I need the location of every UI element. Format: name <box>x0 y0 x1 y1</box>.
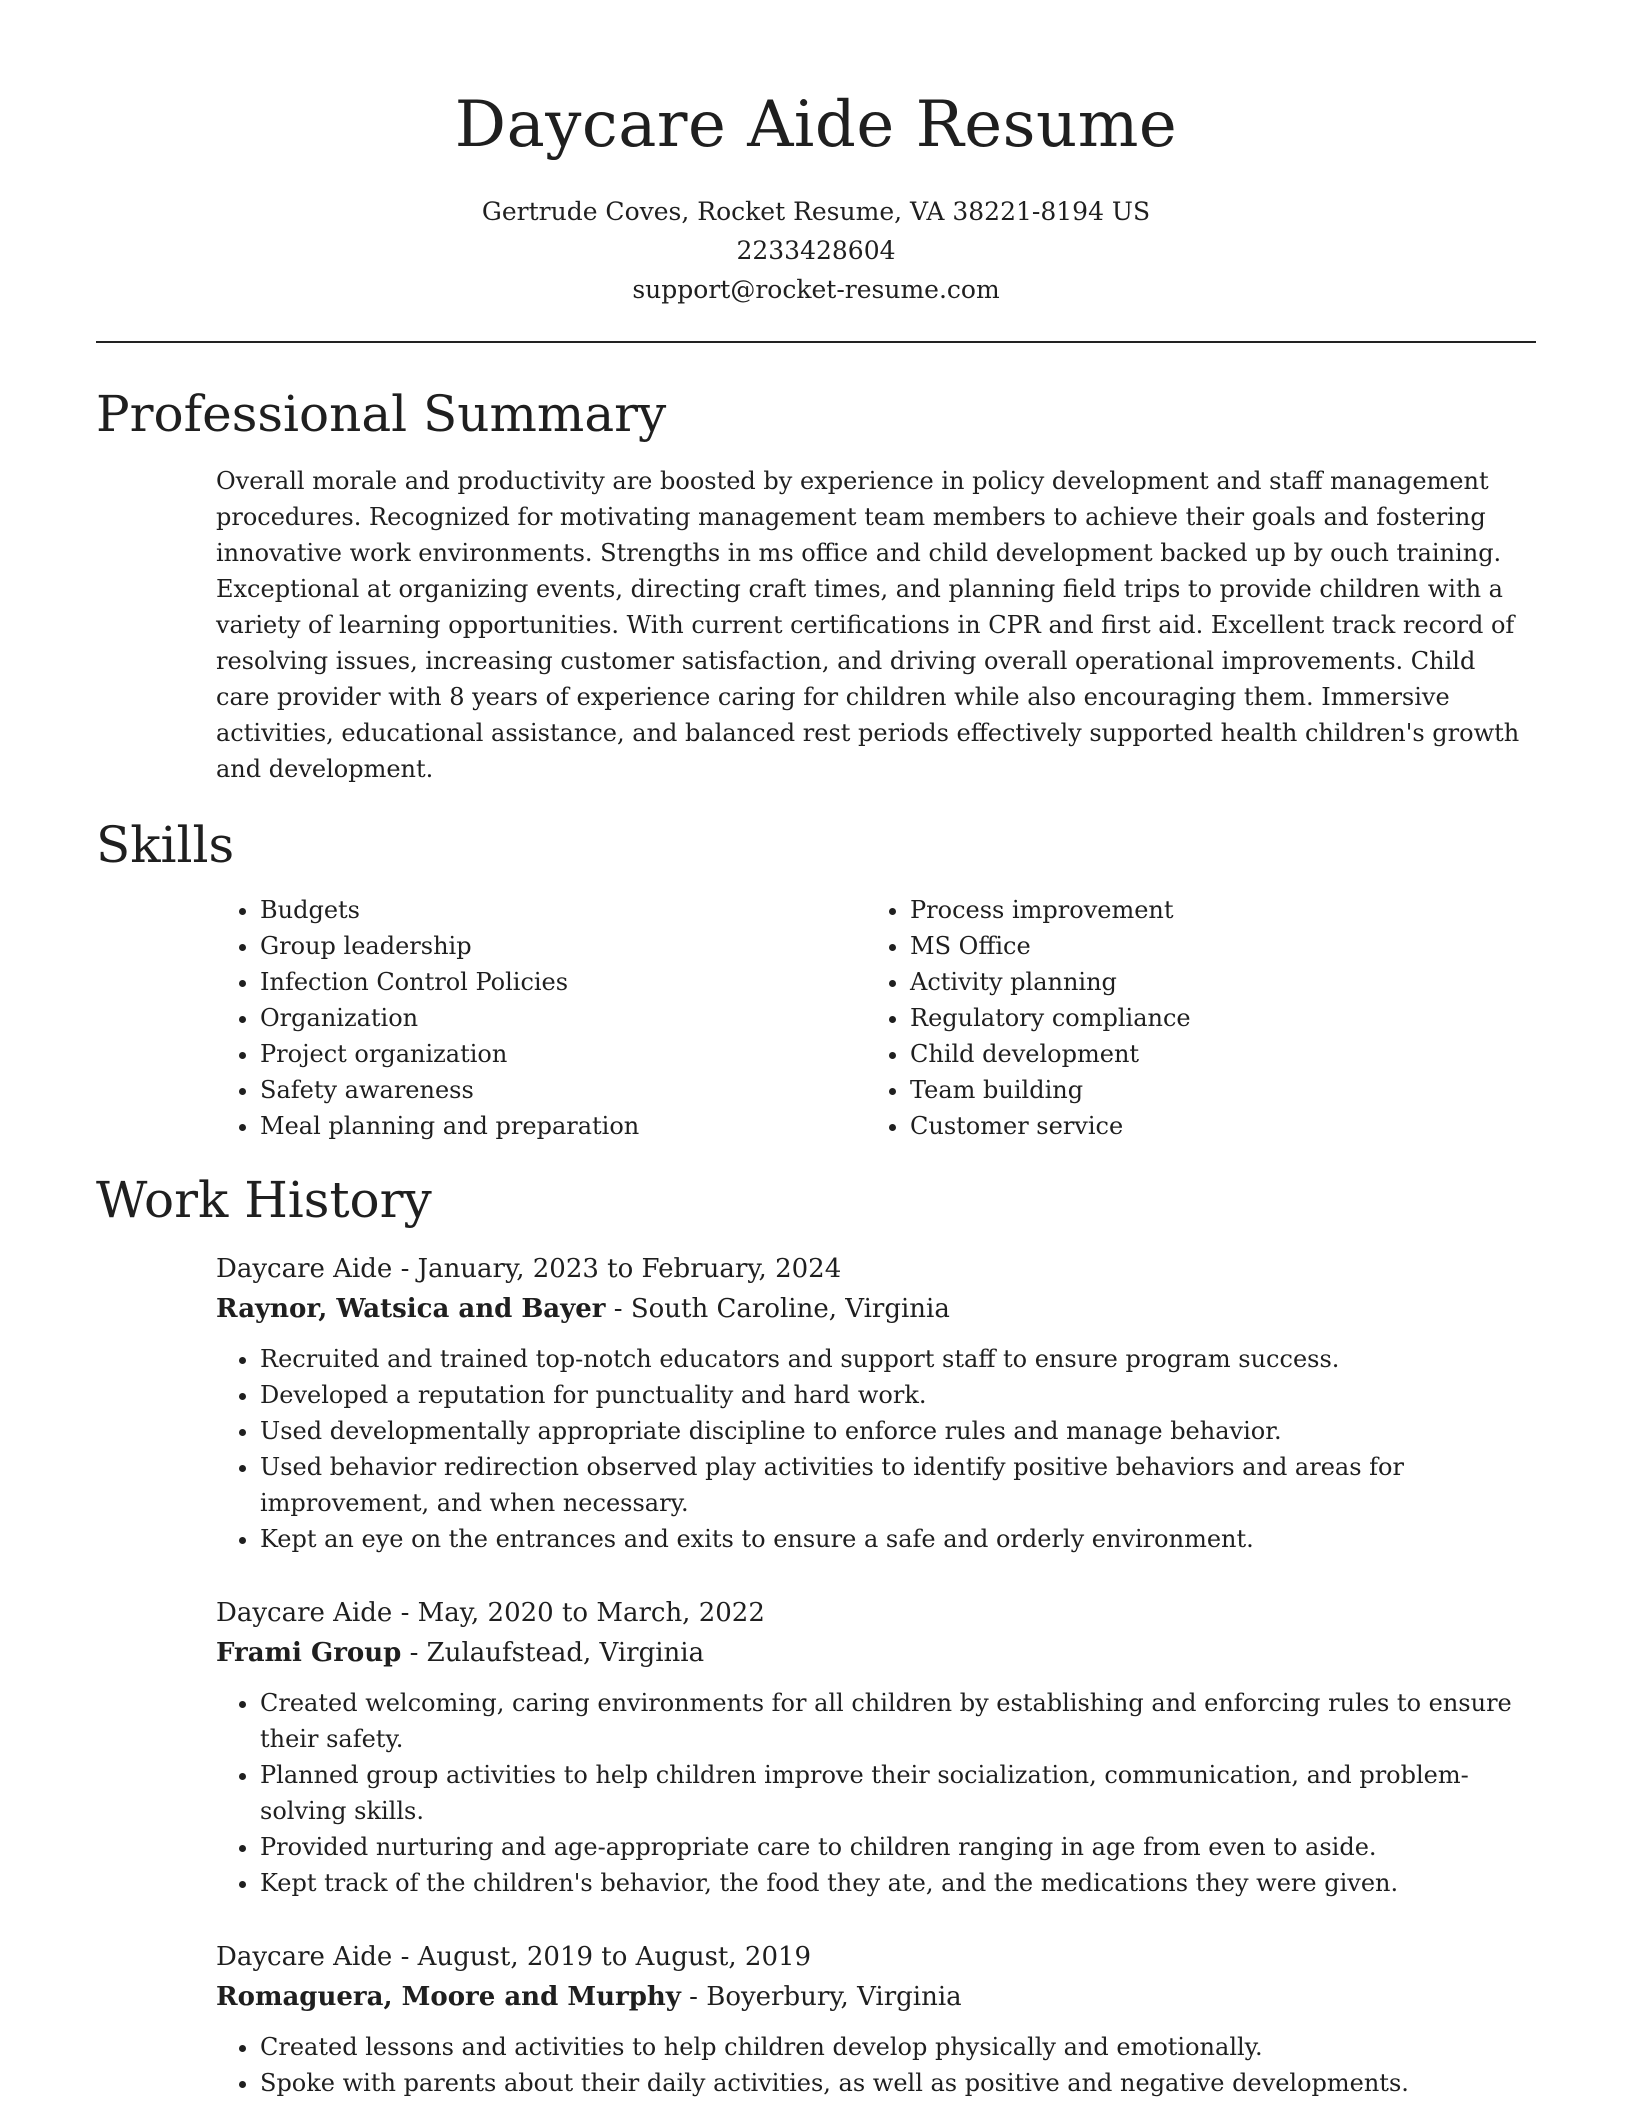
contact-phone: 2233428604 <box>736 236 896 265</box>
summary-heading: Professional Summary <box>96 385 667 443</box>
job-title-line <box>216 1593 1538 1633</box>
resume-header <box>0 0 1632 309</box>
skill-item: • Safety awareness <box>260 1072 866 1108</box>
job-separator: - <box>400 1254 418 1284</box>
skills-heading: Skills <box>96 816 235 874</box>
job-title-line <box>216 1937 1538 1977</box>
job-company-line <box>216 1633 1538 1673</box>
header-divider <box>96 341 1536 343</box>
job-bullet: • Created lessons and activities to help children develop physically and emotionally. <box>260 2029 1538 2065</box>
job-location: South Caroline, Virginia <box>630 1294 950 1324</box>
job-separator: - <box>689 1982 707 2012</box>
skill-item: • Regulatory compliance <box>910 1000 1516 1036</box>
job-title: Daycare Aide <box>216 1254 393 1284</box>
summary-text: Overall morale and productivity are boosted by experience in policy development and staff management procedures. Recognized for motivating management team members to achieve their goals and fostering innovative work environments. Strengths in ms office and child development backed up by ouch training. Exceptional at organizing events, directing craft times, and planning field trips to provide children with a variety of learning opportunities. With current certifications in CPR and first aid. Excellent track record of resolving issues, increasing customer satisfaction, and driving overall operational improvements. Child care provider with 8 years of experience caring for children while also encouraging them. Immersive activities, educational assistance, and balanced rest periods effectively supported health children's growth and development. <box>216 467 1520 783</box>
skill-item: • Organization <box>260 1000 866 1036</box>
skill-item: • MS Office <box>910 928 1516 964</box>
job-entry <box>216 1249 1538 1557</box>
contact-info <box>0 192 1632 309</box>
job-company: Romaguera, Moore and Murphy <box>216 1982 681 2012</box>
job-bullets <box>216 2029 1538 2101</box>
job-bullets <box>216 1341 1538 1557</box>
skill-item: • Infection Control Policies <box>260 964 866 1000</box>
job-bullet: • Used behavior redirection observed play activities to identify positive behaviors and areas for improvement, and when necessary. <box>260 1449 1538 1521</box>
job-separator: - <box>400 1942 418 1972</box>
job-title: Daycare Aide <box>216 1598 393 1628</box>
job-title-line <box>216 1249 1538 1289</box>
job-location: Zulaufstead, Virginia <box>426 1638 705 1668</box>
contact-email: support@rocket-resume.com <box>632 275 1000 304</box>
skill-item: • Meal planning and preparation <box>260 1108 866 1144</box>
work-history-heading: Work History <box>96 1171 432 1229</box>
skill-item: • Budgets <box>260 892 866 928</box>
job-bullet: • Provided nurturing and age-appropriate care to children ranging in age from even to aside. <box>260 1829 1538 1865</box>
job-bullet: • Kept track of the children's behavior, the food they ate, and the medications they were given. <box>260 1865 1538 1901</box>
job-dates: August, 2019 to August, 2019 <box>417 1942 812 1972</box>
skills-list <box>216 892 1536 1144</box>
job-bullets <box>216 1685 1538 1901</box>
job-company-line <box>216 1289 1538 1329</box>
resume-title: Daycare Aide Resume <box>454 88 1178 162</box>
job-separator: - <box>409 1638 427 1668</box>
job-dates: January, 2023 to February, 2024 <box>417 1254 842 1284</box>
job-bullet: • Kept an eye on the entrances and exits to ensure a safe and orderly environment. <box>260 1521 1538 1557</box>
skill-item: • Project organization <box>260 1036 866 1072</box>
job-bullet: • Developed a reputation for punctuality and hard work. <box>260 1377 1538 1413</box>
job-entry <box>216 1593 1538 1901</box>
skill-item: • Group leadership <box>260 928 866 964</box>
job-bullet: • Recruited and trained top-notch educators and support staff to ensure program success. <box>260 1341 1538 1377</box>
job-bullet: • Spoke with parents about their daily activities, as well as positive and negative developments. <box>260 2065 1538 2101</box>
job-entry <box>216 1937 1538 2101</box>
contact-address: Gertrude Coves, Rocket Resume, VA 38221-8194 US <box>481 197 1151 226</box>
skills-column-right <box>866 892 1516 1144</box>
skill-item: • Activity planning <box>910 964 1516 1000</box>
skills-column-left <box>216 892 866 1144</box>
job-title: Daycare Aide <box>216 1942 393 1972</box>
job-bullet: • Planned group activities to help children improve their socialization, communication, and problem-solving skills. <box>260 1757 1538 1829</box>
job-company: Raynor, Watsica and Bayer <box>216 1294 606 1324</box>
job-bullet: • Created welcoming, caring environments for all children by establishing and enforcing rules to ensure their safety. <box>260 1685 1538 1757</box>
job-separator: - <box>400 1598 418 1628</box>
skill-item: • Process improvement <box>910 892 1516 928</box>
job-bullet: • Used developmentally appropriate discipline to enforce rules and manage behavior. <box>260 1413 1538 1449</box>
skill-item: • Customer service <box>910 1108 1516 1144</box>
job-dates: May, 2020 to March, 2022 <box>417 1598 765 1628</box>
job-company: Frami Group <box>216 1638 402 1668</box>
job-location: Boyerbury, Virginia <box>706 1982 962 2012</box>
job-separator: - <box>613 1294 631 1324</box>
job-company-line <box>216 1977 1538 2017</box>
skill-item: • Child development <box>910 1036 1516 1072</box>
skill-item: • Team building <box>910 1072 1516 1108</box>
